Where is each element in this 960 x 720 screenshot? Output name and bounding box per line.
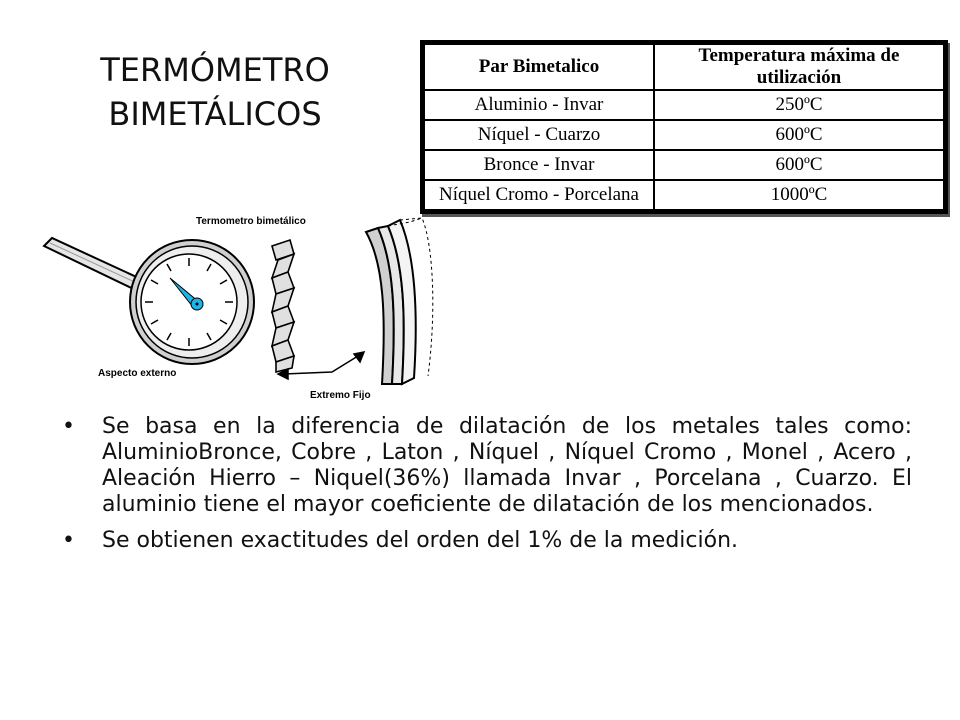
- table-row: [423, 120, 946, 150]
- figure-label-top: Termometro bimetálico: [196, 216, 306, 227]
- table-cell: 600ºC: [654, 120, 946, 150]
- list-item: [62, 528, 912, 554]
- table-cell: Níquel Cromo - Porcelana: [423, 180, 655, 212]
- bullet-marker: •: [62, 414, 75, 439]
- bimetallic-strip: [366, 218, 433, 384]
- table-cell: Bronce - Invar: [423, 150, 655, 180]
- bullet-text: Se basa en la diferencia de dilatación de los metales tales como: AluminioBronce, Cobre , Laton , Níquel , Níquel Cromo , Monel , Acero , Aleación Hierro – Niquel(36%) llamada Invar , Porcelana , Cuarzo. El aluminio tiene el mayor coeficiente de dilatación de los mencionados.: [102, 414, 912, 517]
- table-header-cell: Par Bimetalico: [423, 43, 655, 91]
- figure-label-fixed-end: Extremo Fijo: [310, 390, 371, 401]
- figure-label-external: Aspecto externo: [98, 368, 177, 379]
- table-header-cell: Temperatura máxima de utilización: [654, 43, 946, 91]
- bullet-marker: •: [62, 528, 75, 553]
- table-cell: 250ºC: [654, 90, 946, 120]
- bimetallic-helix: [272, 240, 294, 372]
- table-cell: 1000ºC: [654, 180, 946, 212]
- bimetallic-thermometer-illustration: [36, 206, 456, 406]
- table-header-row: [423, 43, 946, 91]
- table-cell: 600ºC: [654, 150, 946, 180]
- bullet-list: [62, 414, 912, 564]
- table-cell: Níquel - Cuarzo: [423, 120, 655, 150]
- slide-title: [60, 48, 370, 136]
- bullet-text: Se obtienen exactitudes del orden del 1% de la medición.: [102, 528, 739, 553]
- bimetal-table: [420, 40, 948, 214]
- table-row: [423, 180, 946, 212]
- thermometer-dial: [130, 240, 254, 364]
- list-item: [62, 414, 912, 518]
- title-line-2: BIMETÁLICOS: [108, 95, 322, 133]
- table-cell: Aluminio - Invar: [423, 90, 655, 120]
- table-row: [423, 150, 946, 180]
- title-line-1: TERMÓMETRO: [100, 51, 330, 89]
- table-row: [423, 90, 946, 120]
